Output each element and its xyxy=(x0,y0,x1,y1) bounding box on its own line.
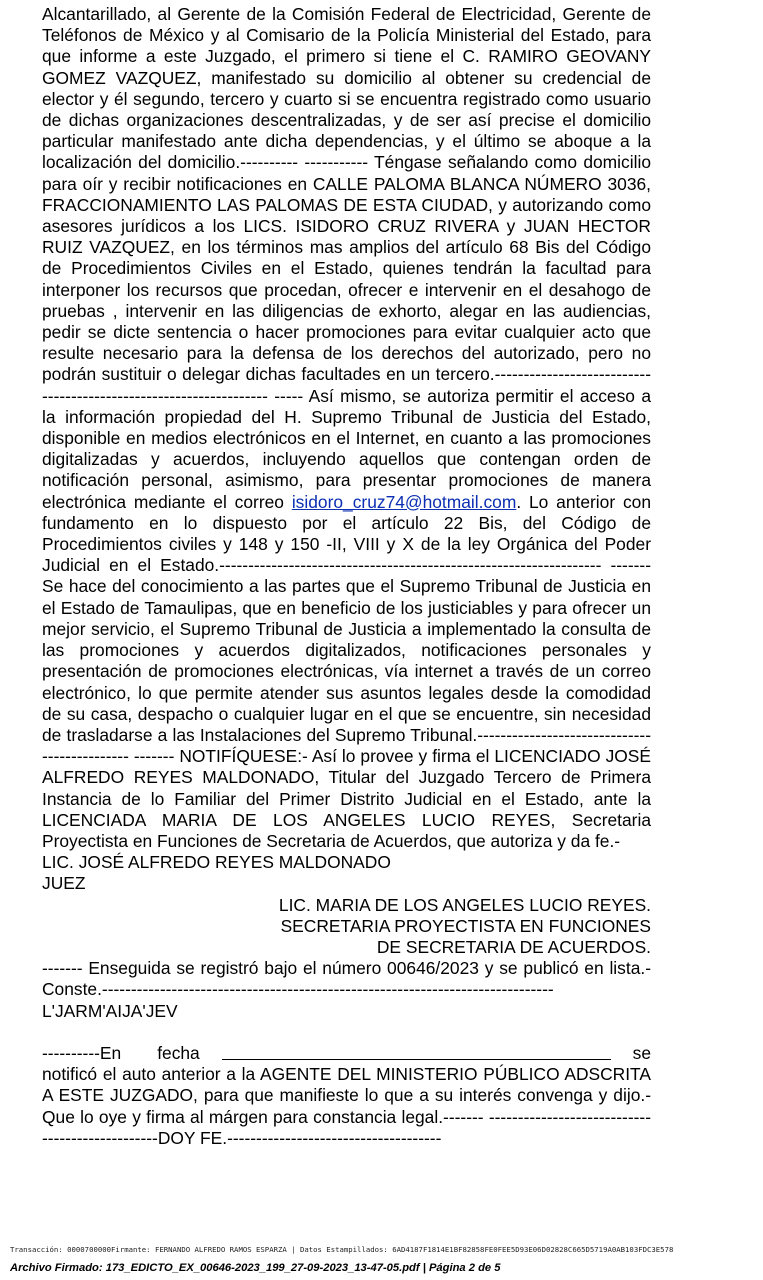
fecha-lead: ----------En xyxy=(42,1042,122,1063)
spacer xyxy=(42,1022,651,1043)
secretary-name: LIC. MARIA DE LOS ANGELES LUCIO REYES. xyxy=(278,894,651,915)
fecha-se: se xyxy=(632,1042,651,1063)
fecha-row xyxy=(42,1043,651,1064)
transaction-stamp: Transacción: 0000700000Firmante: FERNANDO ALFREDO RAMOS ESPARZA | Datos Estampillados: 6AD4187F1814E1BF82858FE0FEE5D93E06D02828C665D5719A0AB103FDC3E578 xyxy=(10,1245,674,1254)
fecha-paragraph: notificó el auto anterior a la AGENTE DEL MINISTERIO PÚBLICO ADSCRITA A ESTE JUZGADO, para que manifieste lo que a su interés convenga y dijo.- Que lo oye y firma al márgen para constancia legal.------- ------------------------------------------------DOY FE.------------------------------------- xyxy=(42,1064,651,1148)
paragraph-tail: . Lo anterior con fundamento en lo dispuesto por el artículo 22 Bis, del Código de Procedimientos civiles y 148 y 150 -II, VIII y X de la ley Orgánica del Poder Judicial en el Estado.------------------------------------------------------------------ ------- Se hace del conocimiento a las partes que el Supremo Tribunal de Justicia en el Estado de Tamaulipas, que en beneficio de los justiciables y para ofrecer un mejor servicio, el Supremo Tribunal de Justicia a implementado la consulta de las promociones y acuerdos digitalizados, notificaciones personales y presentación de promociones electrónicas, vía internet a través de un correo electrónico, lo que permite atender sus asuntos legales desde la comodidad de su casa, despacho o cualquier lugar en el que se encuentre, sin necesidad de trasladarse a las Instalaciones del Supremo Tribunal.--------------------------------------------- ------- NOTIFÍQUESE:- Así lo provee y firma el LICENCIADO JOSÉ ALFREDO REYES MALDONADO, Titular del Juzgado Tercero de Primera Instancia de lo Familiar del Primer Distrito Judicial en el Estado, ante la LICENCIADA MARIA DE LOS ANGELES LUCIO REYES, Secretaria Proyectista en Funciones de Secretaria de Acuerdos, que autoriza y da fe.- xyxy=(42,491,651,851)
main-paragraph xyxy=(42,4,651,852)
paragraph-text: Alcantarillado, al Gerente de la Comisión Federal de Electricidad, Gerente de Teléfonos de México y al Comisario de la Policía Ministerial del Estado, para que informe a este Juzgado, el primero si tiene el C. RAMIRO GEOVANY GOMEZ VAZQUEZ, manifestado su domicilio al obtener su credencial de elector y él segundo, tercero y cuarto si se encuentra registrado como usuario de dichas organizaciones descentralizadas, y de ser así precise el domicilio particular manifestado ante dicha dependencias, y el último se aboque a la localización del domicilio.---------- ----------- Téngase señalando como domicilio para oír y recibir notificaciones en CALLE PALOMA BLANCA NÚMERO 3036, FRACCIONAMIENTO LAS PALOMAS DE ESTA CIUDAD, y autorizando como asesores jurídicos a los LICS. ISIDORO CRUZ RIVERA y JUAN HECTOR RUIZ VAZQUEZ, en los términos mas amplios del artículo 68 Bis del Código de Procedimientos Civiles en el Estado, quienes tendrán la facultad para interponer los recursos que procedan, ofrecer e intervenir en el desahogo de pruebas , intervenir en las diligencias de exhorto, alegar en las audiencias, pedir se dicte sentencia o hacer promociones para evitar cualquier acto que resulte necesario para la defensa de los derechos del autorizado, pero no podrán sustituir o delegar dichas facultades en un tercero.------------------------------------------------------------------ ----- Así mismo, se autoriza permitir el acceso a la información propiedad del H. Supremo Tribunal de Justicia del Estado, disponible en medios electrónicos en el Internet, en cuanto a las promociones digitalizadas y acuerdos, incluyendo aquellos que contengan orden de notificación personal, asimismo, para presentar promociones de manera electrónica mediante el correo xyxy=(42,4,651,512)
secretary-title-1: SECRETARIA PROYECTISTA EN FUNCIONES xyxy=(280,915,651,936)
file-label: Archivo Firmado: 173_EDICTO_EX_00646-2023_199_27-09-2023_13-47-05.pdf | Página 2 de 5 xyxy=(10,1262,501,1274)
initials: L'JARM'AIJA'JEV xyxy=(42,1000,178,1021)
judge-title: JUEZ xyxy=(42,873,86,894)
secretary-title-2: DE SECRETARIA DE ACUERDOS. xyxy=(376,936,651,957)
registro-paragraph: ------- Enseguida se registró bajo el número 00646/2023 y se publicó en lista.- Conste.------------------------------------------------------------------------------ xyxy=(42,958,651,1000)
judge-name: LIC. JOSÉ ALFREDO REYES MALDONADO xyxy=(42,852,391,873)
email-link[interactable]: isidoro_cruz74@hotmail.com xyxy=(291,491,517,512)
fecha-word: fecha xyxy=(157,1042,200,1063)
document-body xyxy=(42,4,651,1149)
date-blank-line xyxy=(222,1045,611,1060)
